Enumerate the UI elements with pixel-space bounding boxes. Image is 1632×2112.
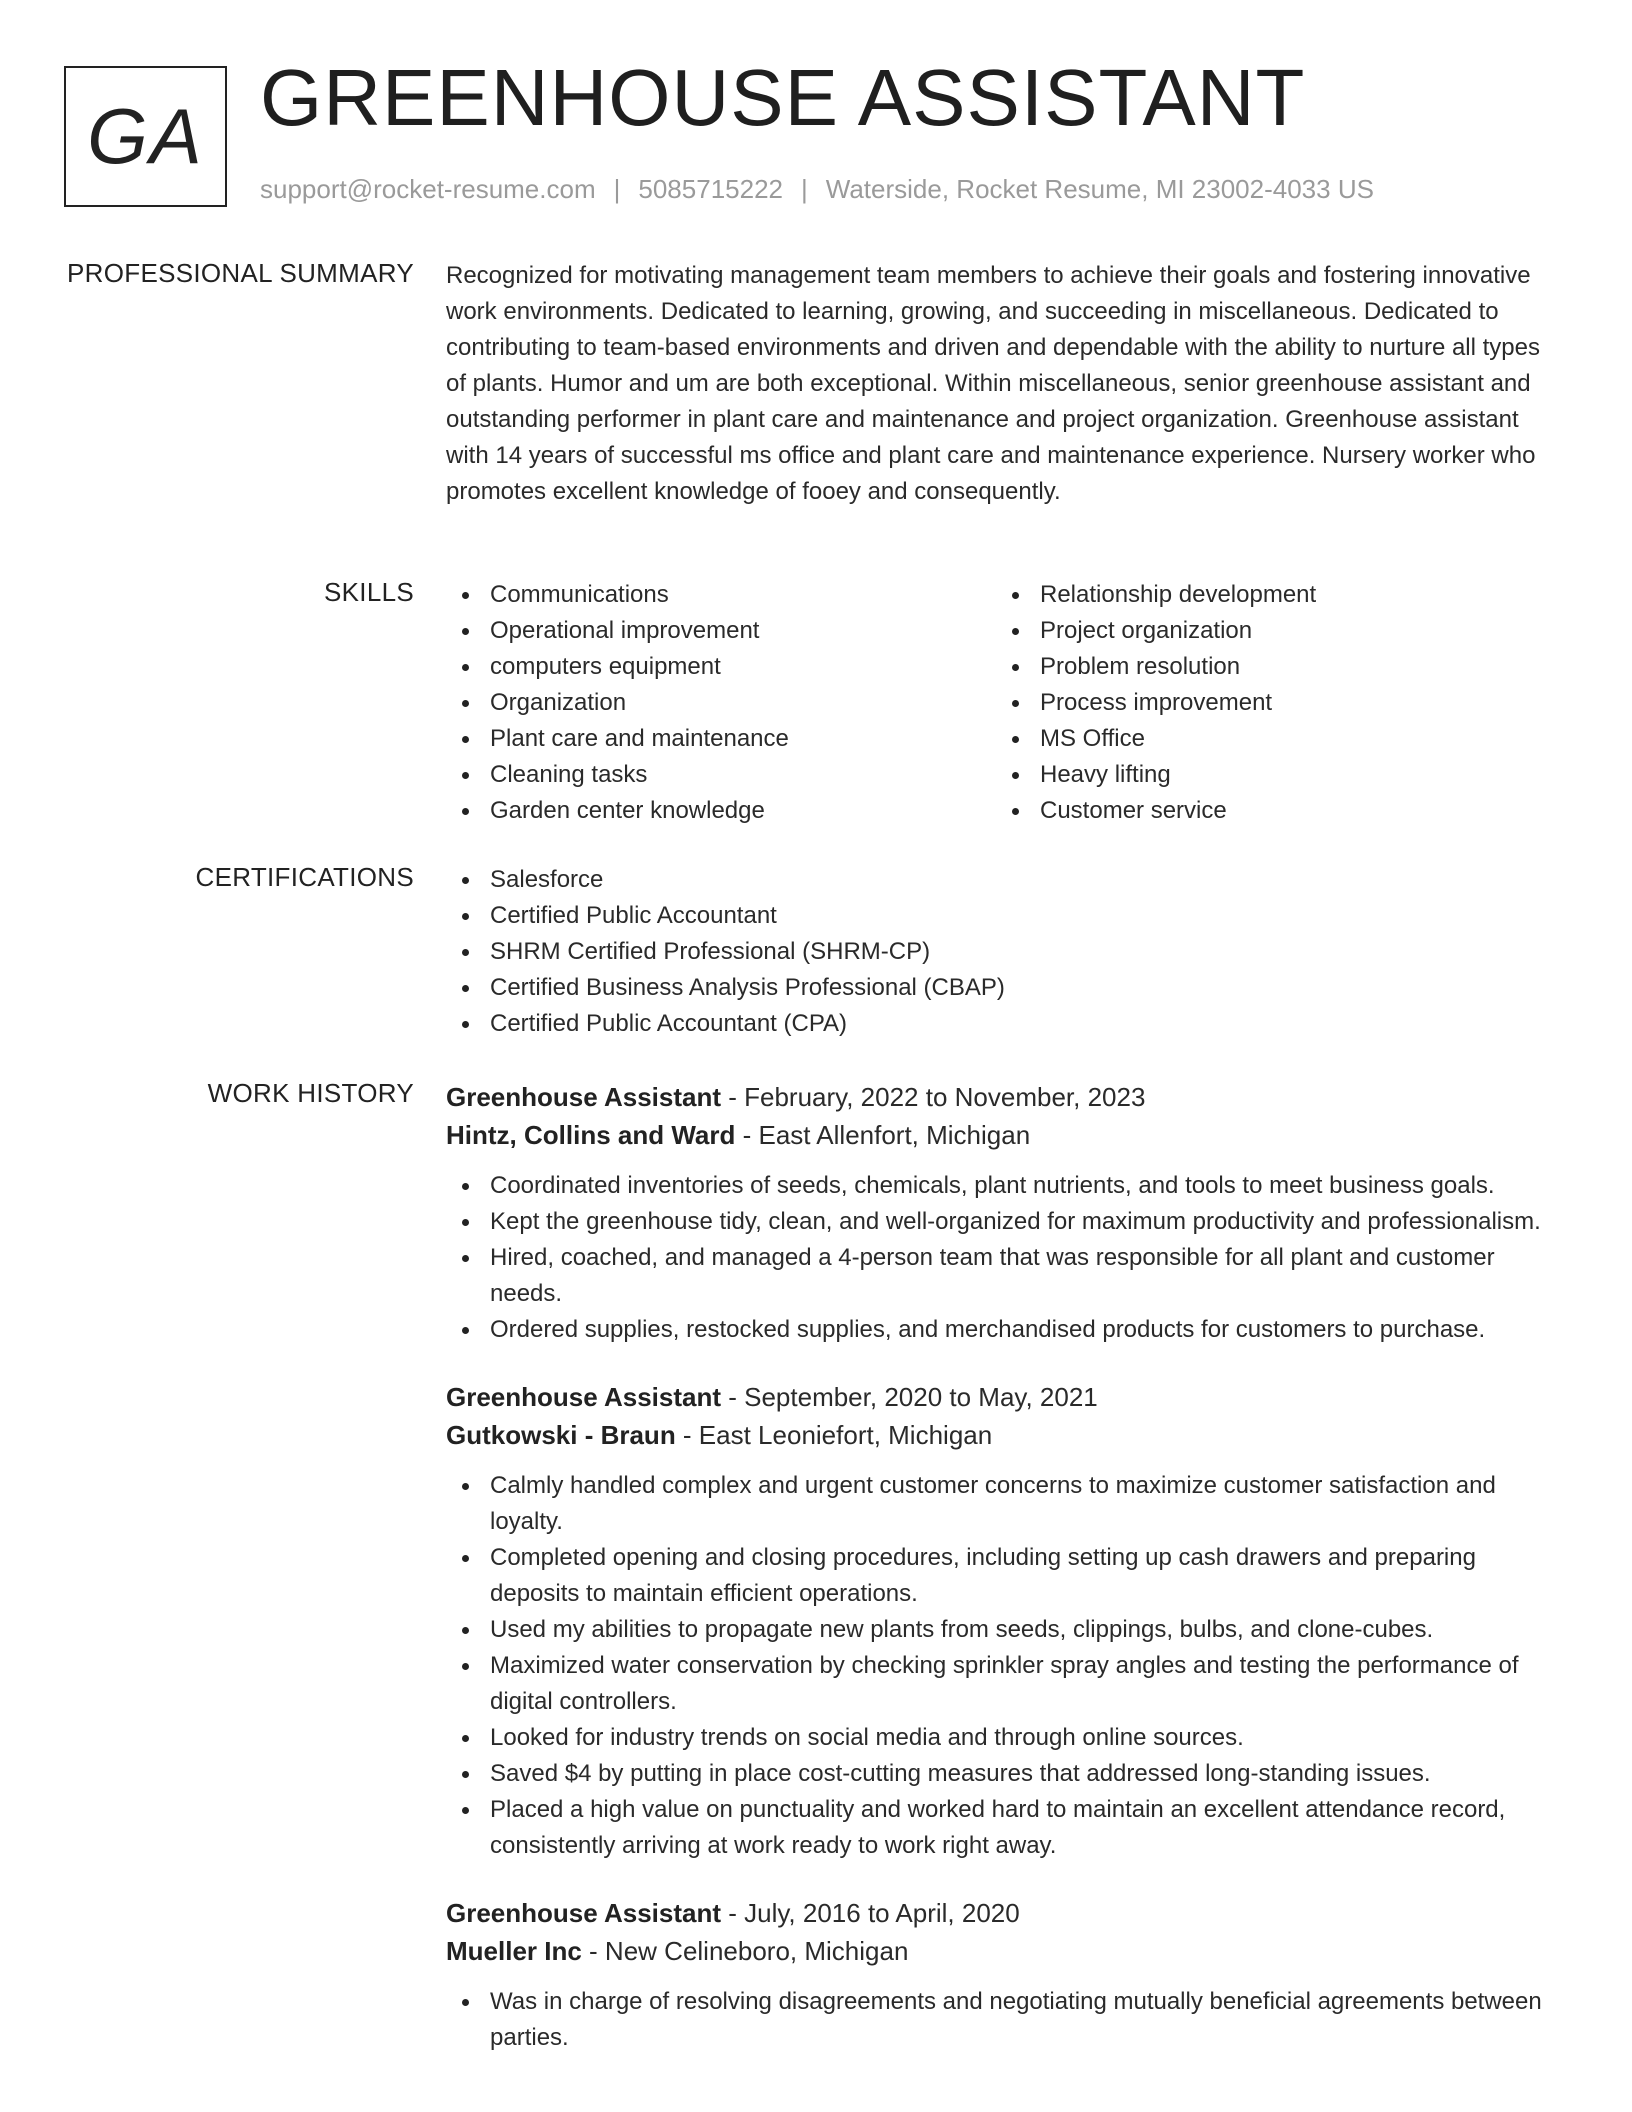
- job-dates: - February, 2022 to November, 2023: [721, 1082, 1146, 1112]
- job-title: Greenhouse Assistant: [446, 1898, 722, 1928]
- skill-item: Project organization: [996, 613, 1546, 649]
- job-duty: Ordered supplies, restocked supplies, and merchandised products for customers to purchase.: [446, 1312, 1566, 1348]
- job-location: - East Leoniefort, Michigan: [675, 1420, 993, 1450]
- job-title-line: [446, 1378, 1566, 1416]
- skill-item: computers equipment: [446, 649, 996, 685]
- job-duty: Completed opening and closing procedures, including setting up cash drawers and preparing deposits to maintain efficient operations.: [446, 1540, 1566, 1612]
- certifications-heading: CERTIFICATIONS: [195, 862, 414, 892]
- job-duty: Used my abilities to propagate new plants from seeds, clippings, bulbs, and clone-cubes.: [446, 1612, 1566, 1648]
- contact-separator: |: [613, 174, 621, 204]
- contact-address: Waterside, Rocket Resume, MI 23002-4033 US: [825, 174, 1374, 204]
- skill-item: Organization: [446, 685, 996, 721]
- contact-phone: 5085715222: [638, 174, 783, 204]
- skill-item: Communications: [446, 577, 996, 613]
- job-company: Hintz, Collins and Ward: [446, 1120, 736, 1150]
- skill-item: Operational improvement: [446, 613, 996, 649]
- initials-monogram: [64, 66, 227, 207]
- skill-item: Plant care and maintenance: [446, 721, 996, 757]
- skill-item: Garden center knowledge: [446, 793, 996, 829]
- job-title-line: [446, 1078, 1566, 1116]
- contact-email: support@rocket-resume.com: [260, 174, 596, 204]
- contact-line: [260, 174, 1374, 205]
- job-duty: Looked for industry trends on social media and through online sources.: [446, 1720, 1566, 1756]
- job-location: - New Celineboro, Michigan: [581, 1936, 909, 1966]
- job-company-line: [446, 1416, 1566, 1454]
- certifications-list: [446, 862, 1566, 1042]
- job-location: - East Allenfort, Michigan: [735, 1120, 1031, 1150]
- work-history-heading: WORK HISTORY: [207, 1078, 414, 1108]
- job-title: Greenhouse Assistant: [446, 1082, 722, 1112]
- job-dates: - July, 2016 to April, 2020: [721, 1898, 1020, 1928]
- job-duty: Maximized water conservation by checking sprinkler spray angles and testing the performance of digital controllers.: [446, 1648, 1566, 1720]
- initials-text: GA: [87, 92, 204, 180]
- resume-name: GREENHOUSE ASSISTANT: [260, 53, 1306, 142]
- job-dates: - September, 2020 to May, 2021: [721, 1382, 1098, 1412]
- job-duty: Coordinated inventories of seeds, chemicals, plant nutrients, and tools to meet business goals.: [446, 1168, 1566, 1204]
- job-entry: [446, 1894, 1566, 2056]
- job-title-line: [446, 1894, 1566, 1932]
- skill-item: Cleaning tasks: [446, 757, 996, 793]
- skill-item: Customer service: [996, 793, 1546, 829]
- job-duty: Kept the greenhouse tidy, clean, and well-organized for maximum productivity and professionalism.: [446, 1204, 1566, 1240]
- summary-text: Recognized for motivating management team members to achieve their goals and fostering innovative work environments. Dedicated to learning, growing, and succeeding in miscellaneous. Dedicated to contributing to team-based environments and driven and dependable with the ability to nurture all types of plants. Humor and um are both exceptional. Within miscellaneous, senior greenhouse assistant and outstanding performer in plant care and maintenance and project organization. Greenhouse assistant with 14 years of successful ms office and plant care and maintenance experience. Nursery worker who promotes excellent knowledge of fooey and consequently.: [446, 262, 1541, 505]
- contact-separator: |: [801, 174, 808, 204]
- certification-item: Certified Public Accountant (CPA): [446, 1006, 1566, 1042]
- job-duty: Calmly handled complex and urgent customer concerns to maximize customer satisfaction and loyalty.: [446, 1468, 1566, 1540]
- job-duty: Hired, coached, and managed a 4-person team that was responsible for all plant and customer needs.: [446, 1240, 1566, 1312]
- skill-item: Process improvement: [996, 685, 1546, 721]
- job-company: Mueller Inc: [446, 1936, 582, 1966]
- skill-item: Problem resolution: [996, 649, 1546, 685]
- job-duty: Placed a high value on punctuality and worked hard to maintain an excellent attendance record, consistently arriving at work ready to work right away.: [446, 1792, 1566, 1864]
- job-duties-list: [446, 1468, 1566, 1864]
- skills-list-left: [446, 577, 996, 829]
- certification-item: SHRM Certified Professional (SHRM-CP): [446, 934, 1566, 970]
- certification-item: Salesforce: [446, 862, 1566, 898]
- job-company-line: [446, 1116, 1566, 1154]
- job-entry: [446, 1078, 1566, 1348]
- job-company: Gutkowski - Braun: [446, 1420, 676, 1450]
- job-company-line: [446, 1932, 1566, 1970]
- job-duties-list: [446, 1168, 1566, 1348]
- job-duties-list: [446, 1984, 1566, 2056]
- skills-heading: SKILLS: [324, 577, 414, 607]
- job-entry: [446, 1378, 1566, 1864]
- certification-item: Certified Public Accountant: [446, 898, 1566, 934]
- certification-item: Certified Business Analysis Professional (CBAP): [446, 970, 1566, 1006]
- job-duty: Saved $4 by putting in place cost-cutting measures that addressed long-standing issues.: [446, 1756, 1566, 1792]
- skills-list-right: [996, 577, 1546, 829]
- job-title: Greenhouse Assistant: [446, 1382, 722, 1412]
- job-duty: Was in charge of resolving disagreements and negotiating mutually beneficial agreements between parties.: [446, 1984, 1566, 2056]
- skill-item: MS Office: [996, 721, 1546, 757]
- skill-item: Relationship development: [996, 577, 1546, 613]
- summary-heading: PROFESSIONAL SUMMARY: [67, 258, 414, 288]
- skill-item: Heavy lifting: [996, 757, 1546, 793]
